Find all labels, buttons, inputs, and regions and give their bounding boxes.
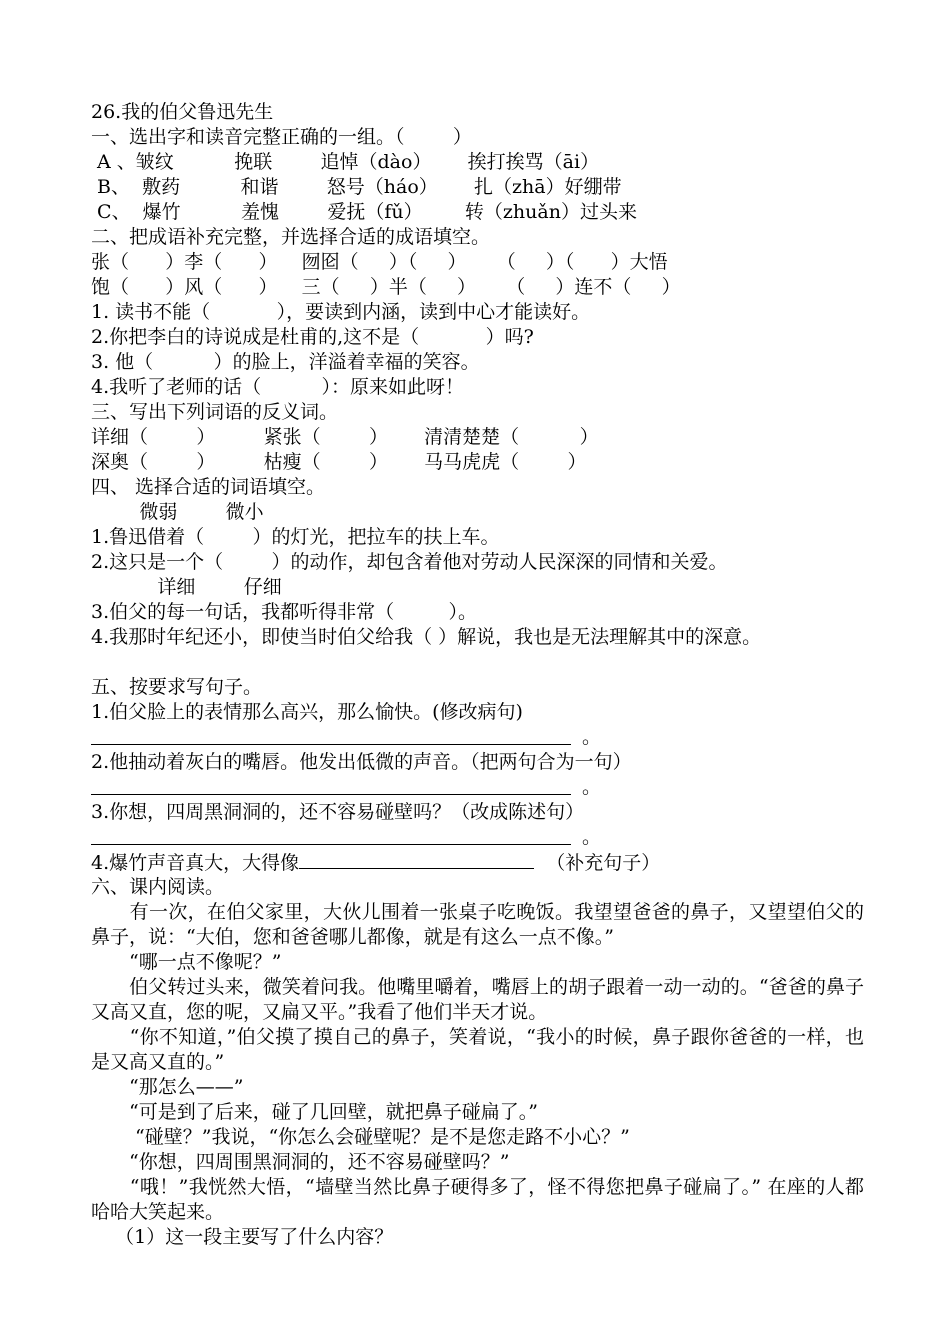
- antonym-row-1: 详细（ ） 紧张（ ） 清清楚楚（ ）: [91, 426, 599, 448]
- fill-question-3: 3.伯父的每一句话，我都听得非常（ ）。: [91, 601, 477, 623]
- answer-line-2[interactable]: [91, 794, 571, 795]
- section-4-heading: 四、 选择合适的词语填空。: [91, 476, 326, 498]
- sentence-question-4-hint: （补充句子）: [534, 852, 661, 874]
- reading-paragraph-7: “碰壁？”我说，“你怎么会碰壁呢？是不是您走路不小心？”: [91, 1126, 630, 1148]
- reading-paragraph-3: 伯父转过头来，微笑着问我。他嘴里嚼着，嘴唇上的胡子跟着一动一动的。“爸爸的鼻子又高又直，您的呢，又扁又平。”我看了他们半天才说。: [91, 976, 864, 1023]
- fill-question-2: 2.这只是一个（ ）的动作，却包含着他对劳动人民深深的同情和关爱。: [91, 551, 728, 573]
- sentence-question-4-text: 4.爆竹声音真大，大得像: [91, 852, 300, 874]
- reading-paragraph-5: “那怎么——”: [91, 1076, 244, 1098]
- answer-period-3: 。: [582, 826, 602, 848]
- idiom-question-3: 3. 他（ ）的脸上，洋溢着幸福的笑容。: [91, 351, 480, 373]
- reading-paragraph-9: “哦！”我恍然大悟，“墙壁当然比鼻子硬得多了，怪不得您把鼻子碰扁了。” 在座的人都哈哈大笑起来。: [91, 1176, 864, 1223]
- answer-line-4[interactable]: [299, 850, 534, 869]
- section-5-heading: 五、按要求写句子。: [91, 676, 263, 698]
- sentence-question-4: [91, 850, 864, 875]
- section-6-heading: 六、课内阅读。: [91, 876, 225, 898]
- antonym-row-2: 深奥（ ） 枯瘦（ ） 马马虎虎（ ）: [91, 451, 587, 473]
- answer-line-1[interactable]: [91, 744, 571, 745]
- reading-paragraph-6: “可是到了后来，碰了几回壁，就把鼻子碰扁了。”: [91, 1101, 538, 1123]
- section-3-heading: 三、写出下列词语的反义词。: [91, 401, 339, 423]
- fill-question-1: 1.鲁迅借着（ ）的灯光，把拉车的扶上车。: [91, 526, 500, 548]
- idiom-question-1: 1. 读书不能（ ），要读到内涵，读到中心才能读好。: [91, 301, 591, 323]
- answer-period-2: 。: [582, 776, 602, 798]
- word-choice-1: 微弱 微小: [91, 501, 264, 523]
- reading-question-1: （1）这一段主要写了什么内容？: [91, 1226, 394, 1248]
- sentence-question-1: 1.伯父脸上的表情那么高兴，那么愉快。(修改病句): [91, 701, 523, 723]
- idiom-question-2: 2.你把李白的诗说成是杜甫的,这不是（ ）吗?: [91, 326, 534, 348]
- idiom-row-2: 饱（ ）风（ ） 三（ ）半（ ） （ ）连不（ ）: [91, 276, 681, 298]
- lesson-title: 26.我的伯父鲁迅先生: [91, 101, 274, 123]
- answer-period-1: 。: [582, 726, 602, 748]
- section-2-heading: 二、把成语补充完整，并选择合适的成语填空。: [91, 226, 491, 248]
- idiom-row-1: 张（ ）李（ ） 囫囵（ ）（ ） （ ）（ ）大悟: [91, 251, 668, 273]
- reading-paragraph-8: “你想，四周围黑洞洞的，还不容易碰壁吗？”: [91, 1151, 510, 1173]
- option-a: A 、皱纹 挽联 追悼（dào） 挨打挨骂（āi）: [91, 151, 600, 173]
- fill-question-4: 4.我那时年纪还小，即使当时伯父给我（ ）解说，我也是无法理解其中的深意。: [91, 626, 762, 648]
- reading-paragraph-4: “你不知道，”伯父摸了摸自己的鼻子，笑着说，“我小的时候，鼻子跟你爸爸的一样，也是又高又直的。”: [91, 1026, 864, 1073]
- sentence-question-3: 3.你想，四周黑洞洞的，还不容易碰壁吗？（改成陈述句）: [91, 801, 585, 823]
- answer-line-3[interactable]: [91, 844, 571, 845]
- sentence-question-2: 2.他抽动着灰白的嘴唇。他发出低微的声音。（把两句合为一句）: [91, 751, 632, 773]
- reading-paragraph-2: “哪一点不像呢？”: [91, 951, 282, 973]
- idiom-question-4: 4.我听了老师的话（ ）：原来如此呀！: [91, 376, 465, 398]
- word-choice-2: 详细 仔细: [91, 576, 282, 598]
- option-c: C、 爆竹 羞愧 爱抚（fǔ） 转（zhuǎn）过头来: [91, 201, 637, 223]
- section-1-heading: 一、选出字和读音完整正确的一组。（ ）: [91, 126, 472, 148]
- reading-paragraph-1: 有一次，在伯父家里，大伙儿围着一张桌子吃晚饭。我望望爸爸的鼻子，又望望伯父的鼻子，说：“大伯，您和爸爸哪儿都像，就是有这么一点不像。”: [91, 901, 864, 948]
- option-b: B、 敷药 和谐 怒号（háo） 扎（zhā）好绷带: [91, 176, 622, 198]
